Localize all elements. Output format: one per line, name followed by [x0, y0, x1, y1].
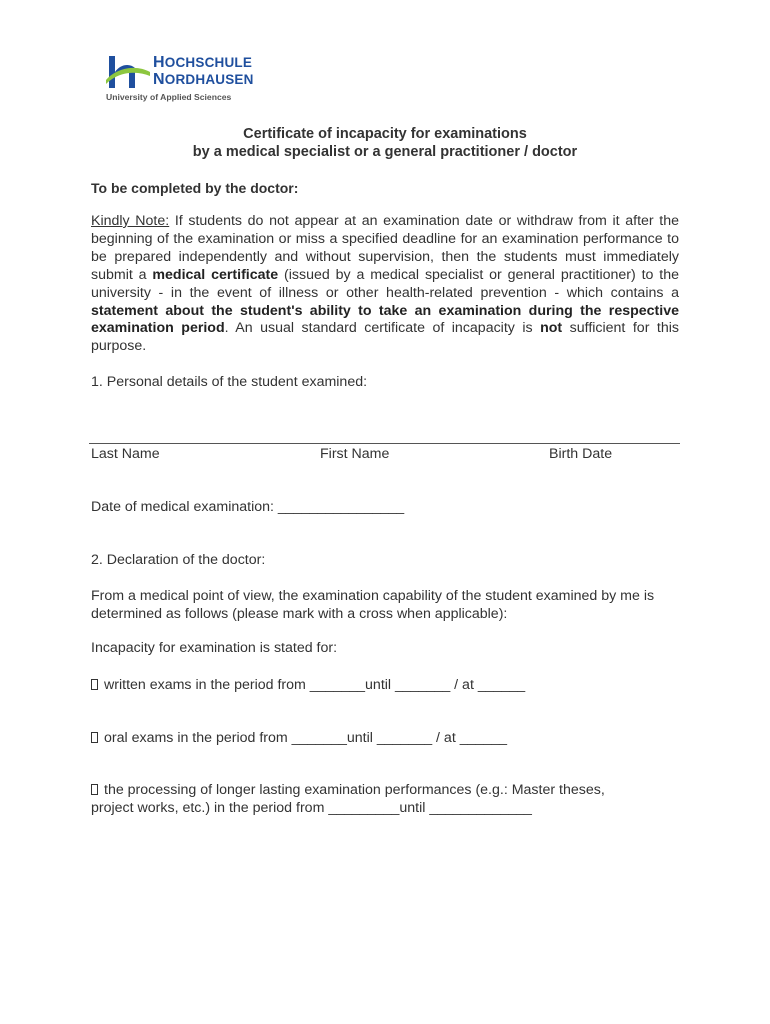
- title-line-2: by a medical specialist or a general practitioner / doctor: [192, 144, 578, 160]
- logo-wordmark: HOCHSCHULE NORDHAUSEN: [153, 54, 254, 88]
- processing-text: the processing of longer lasting examination performances (e.g.: Master theses, project works, etc.) in the period from _________until _____________: [91, 782, 605, 816]
- last-name-label: Last Name: [91, 446, 160, 462]
- written-exams-text: written exams in the period from _______until _______ / at ______: [104, 677, 526, 693]
- oral-exams-checkbox[interactable]: [91, 732, 98, 743]
- declaration-paragraph: From a medical point of view, the examination capability of the student examined by me is determined as follows (please mark with a cross when applicable):: [91, 588, 655, 622]
- personal-details-line[interactable]: [89, 443, 680, 444]
- note-label: Kindly Note:: [91, 213, 170, 229]
- exam-date-field[interactable]: Date of medical examination: ________________: [91, 499, 405, 515]
- hn-logo-mark-icon: [106, 54, 150, 90]
- doctor-heading: To be completed by the doctor:: [91, 180, 299, 196]
- birth-date-label: Birth Date: [549, 446, 613, 462]
- section1-heading: 1. Personal details of the student examined:: [91, 374, 368, 390]
- title-line-1: Certificate of incapacity for examinations: [243, 126, 527, 142]
- kindly-note-paragraph: Kindly Note: If students do not appear at an examination date or withdraw from it after the beginning of the examination or miss a specified deadline for an examination performance to be prepared independently and without supervision, then the students must immediately submit a medical certificate (issued by a medical specialist or general practitioner) to the university - in the event of illness or other health-related prevention - which contains a statement about the student's ability to take an examination during the respective examination period. An usual standard certificate of incapacity is not sufficient for this purpose.: [91, 213, 680, 355]
- logo-subtitle: University of Applied Sciences: [106, 92, 232, 102]
- section2-heading: 2. Declaration of the doctor:: [91, 552, 266, 568]
- written-exams-option[interactable]: [91, 677, 681, 695]
- written-exams-checkbox[interactable]: [91, 679, 98, 690]
- document-title: [90, 125, 680, 161]
- processing-option[interactable]: [91, 782, 651, 817]
- incapacity-label: Incapacity for examination is stated for:: [91, 640, 338, 656]
- processing-checkbox[interactable]: [91, 784, 98, 795]
- university-logo: [106, 52, 266, 104]
- oral-exams-text: oral exams in the period from _______until _______ / at ______: [104, 730, 508, 746]
- oral-exams-option[interactable]: [91, 730, 681, 748]
- first-name-label: First Name: [320, 446, 390, 462]
